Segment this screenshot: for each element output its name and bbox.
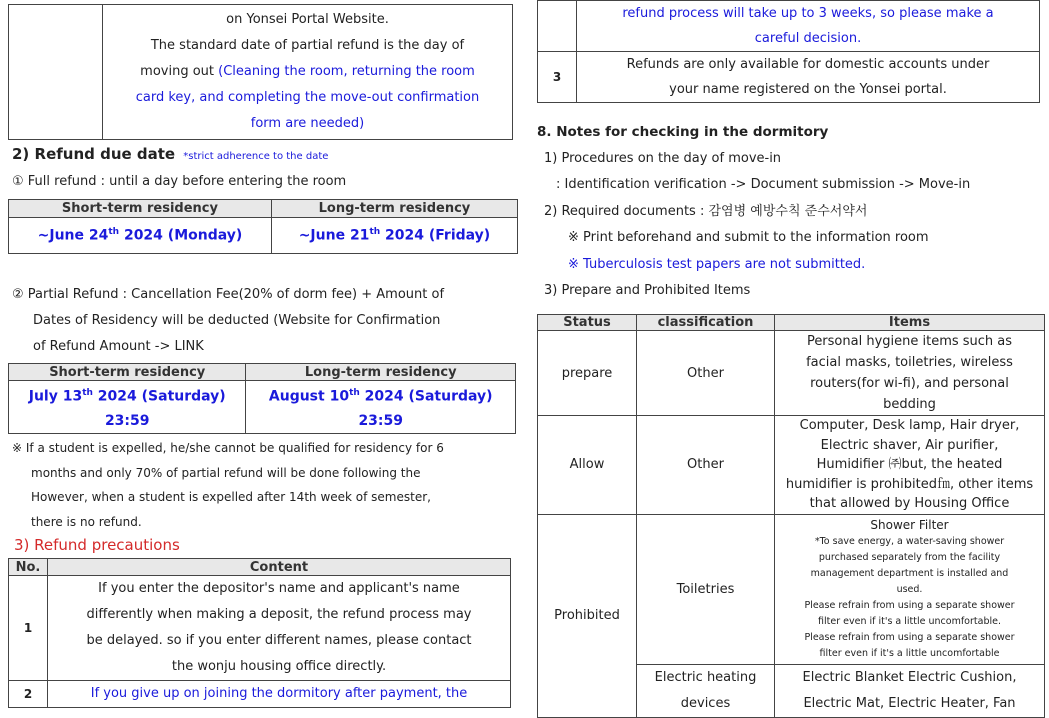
allow-status: Allow [538, 416, 637, 515]
prepare-row [538, 331, 1045, 416]
partial-refund-table [8, 363, 516, 434]
top-table-empty-cell [9, 5, 103, 140]
toiletries-line-8: filter even if it's a little uncomfortable [819, 648, 1000, 659]
partial-long-sup: th [349, 388, 360, 398]
precaution-row-3 [538, 52, 1040, 103]
expelled-line-3: However, when a student is expelled after 14th week of semester, [31, 490, 431, 504]
notes-line-2: : Identification verification -> Document submission -> Move-in [556, 177, 971, 193]
full-refund-long-date [271, 218, 517, 254]
toiletries-line-6: filter even if it's a little uncomfortable. [818, 616, 1001, 627]
partial-refund-block [12, 282, 444, 360]
prepare-items [775, 331, 1045, 416]
partial-header-short: Short-term residency [9, 364, 246, 381]
prepare-class: Other [637, 331, 775, 416]
full-refund-line: ① Full refund : until a day before entering the room [12, 174, 347, 189]
precaution-3-line-2: your name registered on the Yonsei portal. [669, 82, 947, 97]
notes-line-4: ※ Print beforehand and submit to the information room [568, 230, 929, 246]
notes-line-5: ※ Tuberculosis test papers are not submitted. [568, 256, 866, 272]
allow-item-line-1: Computer, Desk lamp, Hair dryer, [799, 418, 1020, 433]
partial-short-text: July 13 [28, 388, 83, 405]
partial-line-2: Dates of Residency will be deducted (Website for Confirmation [33, 313, 441, 328]
toiletries-items [775, 514, 1045, 664]
partial-long-rest: 2024 (Saturday) [359, 388, 493, 405]
precaution-content-2 [48, 681, 511, 708]
precaution-row-2 [9, 681, 511, 708]
partial-short-time: 23:59 [104, 412, 150, 429]
partial-long-date [246, 381, 516, 434]
toiletries-line-7: Please refrain from using a separate shower [804, 632, 1015, 643]
precaution-3-line-1: Refunds are only available for domestic accounts under [626, 57, 990, 72]
short-date-text: ~June 24 [37, 227, 109, 244]
electric-item-line-1: Electric Blanket Electric Cushion, [802, 669, 1017, 685]
toiletries-line-5: Please refrain from using a separate shower [804, 600, 1015, 611]
toiletries-class: Toiletries [637, 514, 775, 664]
full-refund-table [8, 199, 518, 254]
notes-line-6: 3) Prepare and Prohibited Items [544, 283, 751, 299]
refund-due-heading: 2) Refund due date [12, 145, 176, 163]
precaution-no-2: 2 [9, 681, 48, 708]
top-table-content [103, 5, 513, 140]
shower-filter-title: Shower Filter [870, 518, 949, 532]
items-table [537, 314, 1045, 718]
long-date-sup: th [369, 227, 381, 238]
partial-line-3: of Refund Amount -> LINK [33, 339, 204, 354]
precaution-1-line-4: the wonju housing office directly. [171, 659, 387, 674]
allow-items [775, 416, 1045, 515]
prepare-item-line-4: bedding [883, 397, 936, 412]
precautions-continued-table [537, 0, 1040, 103]
short-date-sup: th [108, 227, 120, 238]
toiletries-line-2: purchased separately from the facility [818, 552, 1001, 563]
short-date-rest: 2024 (Monday) [119, 227, 243, 244]
prepare-item-line-2: facial masks, toiletries, wireless [806, 355, 1013, 370]
prohibited-status: Prohibited [538, 514, 637, 717]
precaution-1-line-2: differently when making a deposit, the refund process may [86, 607, 472, 622]
prepare-status: prepare [538, 331, 637, 416]
electric-item-line-2: Electric Mat, Electric Heater, Fan [803, 695, 1016, 711]
precaution-1-line-3: be delayed. so if you enter different names, please contact [86, 633, 472, 648]
precautions-table [8, 558, 511, 708]
precautions-header-no: No. [9, 559, 48, 576]
items-header-items: Items [775, 315, 1045, 331]
precaution-content-3 [577, 52, 1040, 103]
continued-line-1: refund process will take up to 3 weeks, so please make a [622, 6, 994, 21]
precaution-1-line-1: If you enter the depositor's name and applicant's name [98, 581, 460, 596]
prepare-item-line-1: Personal hygiene items such as [806, 334, 1013, 349]
allow-row [538, 416, 1045, 515]
partial-header-long: Long-term residency [246, 364, 516, 381]
toiletries-line-4: used. [896, 584, 923, 595]
full-refund-header-short: Short-term residency [9, 200, 272, 218]
expelled-note [12, 436, 444, 534]
long-date-rest: 2024 (Friday) [380, 227, 491, 244]
expelled-line-2: months and only 70% of partial refund will be done following the [31, 465, 421, 480]
top-continued-table [8, 4, 513, 140]
items-header-status: Status [538, 315, 637, 331]
electric-class-line-2: devices [680, 695, 731, 711]
allow-item-line-3: Humidifier ㈜but, the heated [816, 457, 1003, 472]
items-header-class: classification [637, 315, 775, 331]
partial-short-rest: 2024 (Saturday) [92, 388, 226, 405]
electric-items [775, 664, 1045, 717]
continued-no [538, 1, 577, 52]
toiletries-line-3: management department is installed and [810, 568, 1009, 579]
top-line-5: form are needed) [250, 116, 365, 131]
top-line-3-blue: (Cleaning the room, returning the room [218, 64, 475, 79]
expelled-line-1: ※ If a student is expelled, he/she cannot be qualified for residency for 6 [12, 441, 444, 455]
expelled-line-4: there is no refund. [31, 514, 142, 529]
continued-line-2: careful decision. [754, 31, 862, 46]
precaution-no-3: 3 [538, 52, 577, 103]
precaution-content-1 [48, 576, 511, 681]
precaution-2-line-1: If you give up on joining the dormitory after payment, the [90, 686, 468, 701]
electric-class-line-1: Electric heating [654, 669, 757, 685]
prepare-item-line-3: routers(for wi-fi), and personal [810, 376, 1009, 391]
prohibited-toiletries-row [538, 514, 1045, 664]
top-line-1: on Yonsei Portal Website. [226, 12, 389, 27]
allow-item-line-2: Electric shaver, Air purifier, [820, 437, 999, 453]
electric-class [637, 664, 775, 717]
partial-line-1: ② Partial Refund : Cancellation Fee(20% of dorm fee) + Amount of [12, 287, 445, 302]
continued-row [538, 1, 1040, 52]
partial-long-text: August 10 [268, 388, 350, 405]
notes-line-3: 2) Required documents : 감염병 예방수칙 준수서약서 [544, 203, 868, 219]
notes-heading: 8. Notes for checking in the dormitory [537, 124, 829, 140]
partial-short-date [9, 381, 246, 434]
continued-content [577, 1, 1040, 52]
precaution-row-1 [9, 576, 511, 681]
toiletries-line-1: *To save energy, a water-saving shower [814, 536, 1005, 547]
allow-class: Other [637, 416, 775, 515]
allow-item-line-5: that allowed by Housing Office [809, 496, 1010, 511]
partial-long-time: 23:59 [358, 412, 404, 429]
long-date-text: ~June 21 [298, 227, 370, 244]
top-line-3: moving out [140, 64, 215, 79]
precaution-no-1: 1 [9, 576, 48, 681]
partial-short-sup: th [82, 388, 93, 398]
notes-line-1: 1) Procedures on the day of move-in [544, 151, 782, 166]
refund-due-note: *strict adherence to the date [183, 151, 329, 162]
full-refund-short-date [9, 218, 272, 254]
refund-due-heading-row [12, 145, 328, 163]
full-refund-header-long: Long-term residency [271, 200, 517, 218]
precautions-header-content: Content [48, 559, 511, 576]
top-line-4: card key, and completing the move-out confirmation [135, 90, 480, 105]
top-line-2: The standard date of partial refund is the day of [150, 38, 465, 53]
notes-block [544, 146, 970, 304]
allow-item-line-4: humidifier is prohibited㎙, other items [785, 476, 1034, 492]
precautions-heading: 3) Refund precautions [14, 536, 180, 554]
